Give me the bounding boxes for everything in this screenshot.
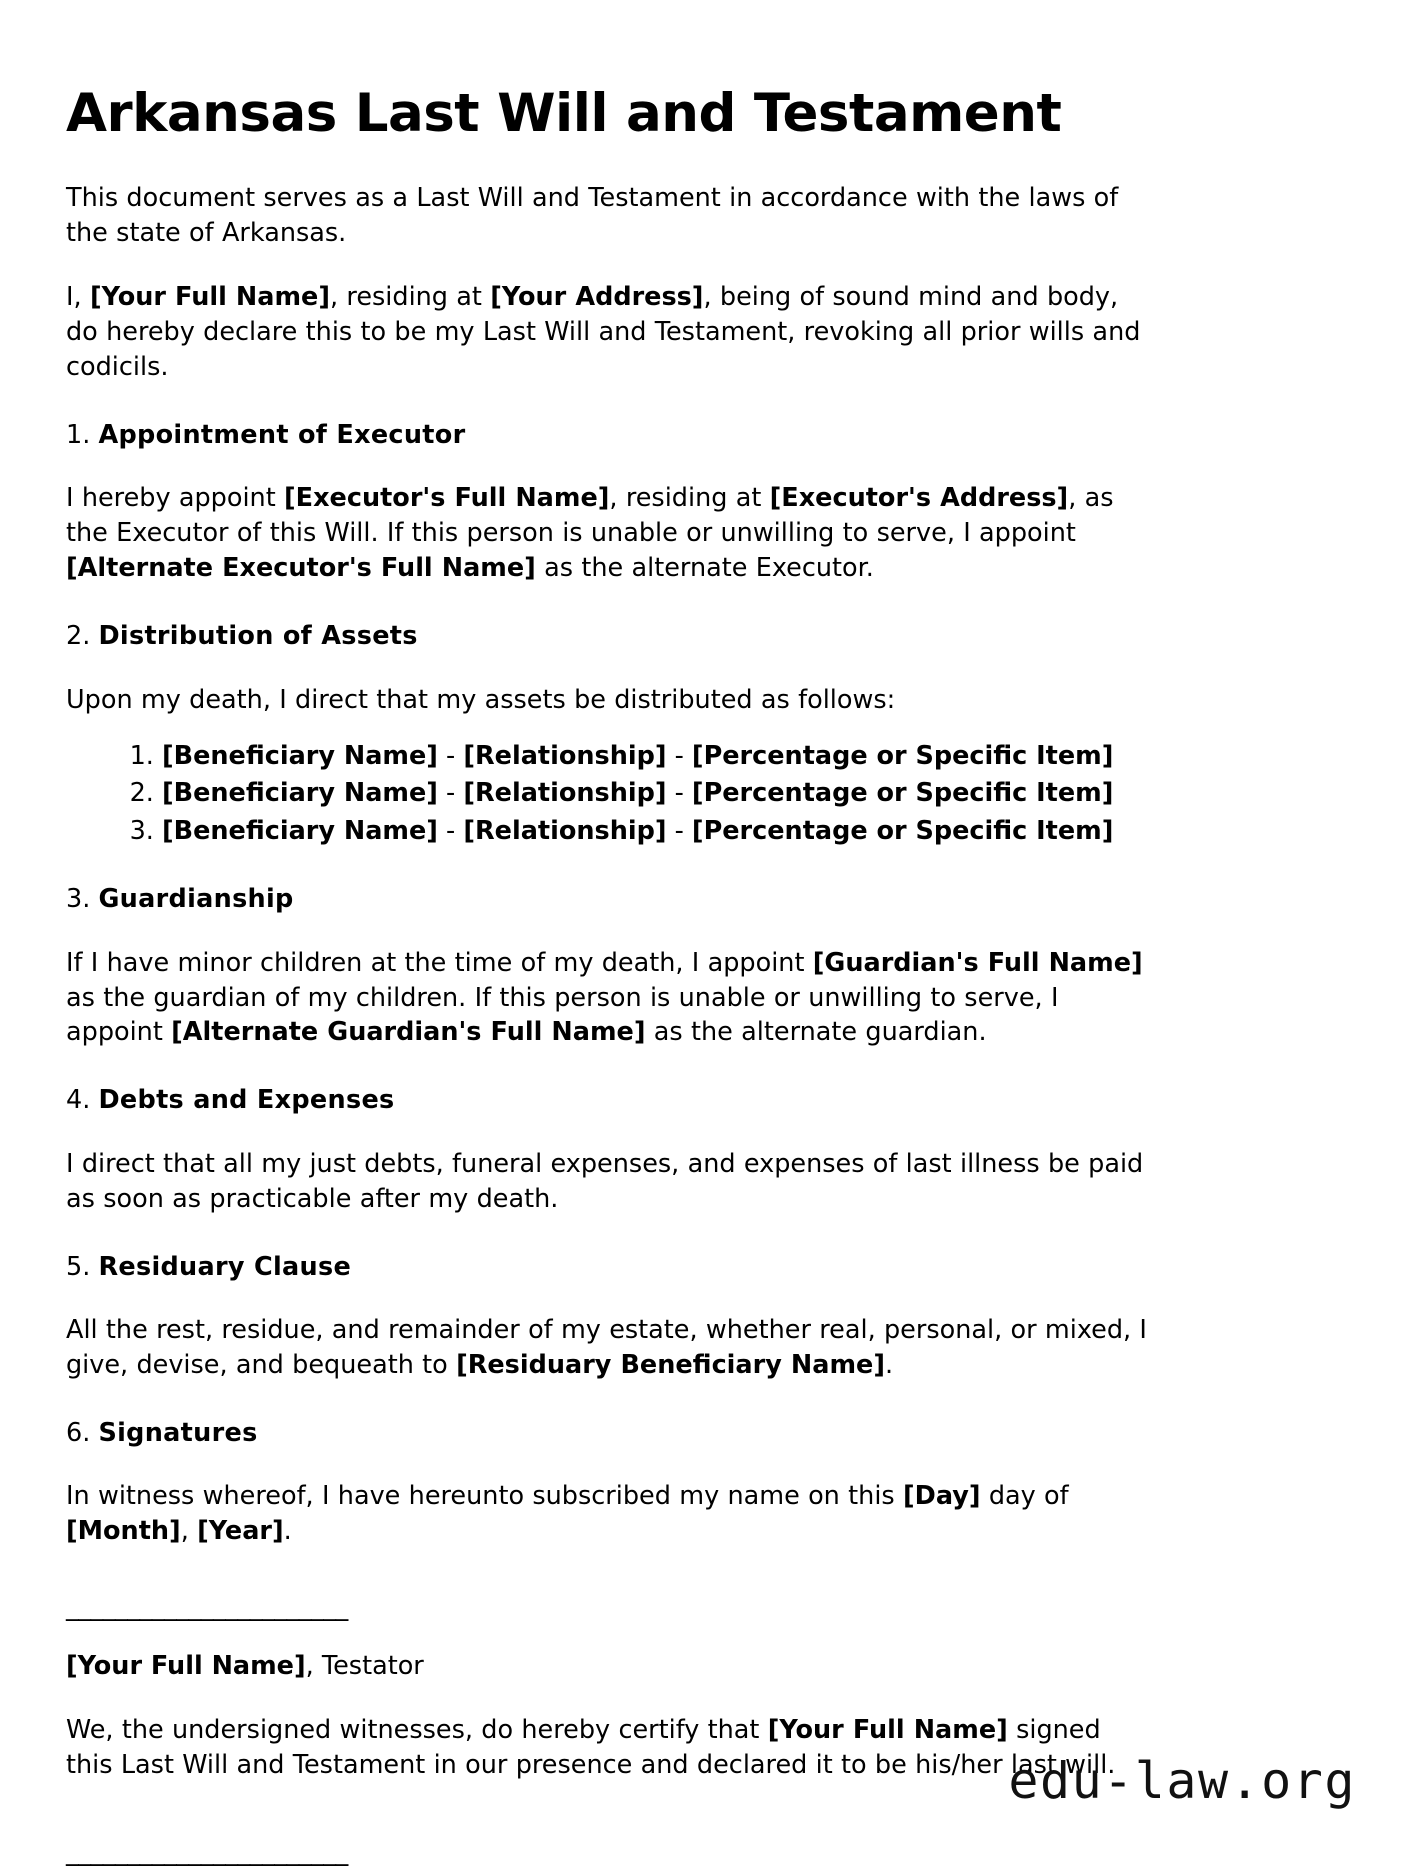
witness-paragraph [66,1713,1151,1783]
testator-line [66,1649,1350,1684]
year-placeholder: [Year] [197,1516,284,1547]
list-item [162,777,1350,811]
debts-text: I direct that all my just debts, funeral expenses, and expenses of last illness be paid as soon as practicable after my death. [66,1148,1144,1214]
list-separator: - [666,816,692,847]
section-title: Signatures [98,1417,258,1448]
signatures-lead: In witness whereof, I have hereunto subscribed my name on this [66,1481,903,1512]
month-placeholder: [Month] [66,1516,181,1547]
residuary-beneficiary-placeholder: [Residuary Beneficiary Name] [456,1350,885,1381]
share-placeholder: [Percentage or Specific Item] [691,740,1114,771]
witness-subject-name-placeholder: [Your Full Name] [767,1714,1008,1745]
residuary-tail: . [884,1350,894,1381]
page-title: Arkansas Last Will and Testament [66,83,1062,144]
section-heading-guardianship [66,882,1350,916]
declaration-paragraph [66,280,1151,385]
relationship-placeholder: [Relationship] [463,778,667,809]
debts-paragraph [66,1147,1151,1217]
share-placeholder: [Percentage or Specific Item] [691,778,1114,809]
beneficiary-name-placeholder: [Beneficiary Name] [162,740,438,771]
day-placeholder: [Day] [903,1481,981,1512]
your-full-name-placeholder: [Your Full Name] [89,282,330,313]
declaration-lead: I, [66,282,90,313]
relationship-placeholder: [Relationship] [463,816,667,847]
section-title: Residuary Clause [98,1251,352,1282]
section-heading-debts [66,1083,1350,1117]
section-title: Debts and Expenses [98,1085,395,1116]
section-heading-residuary [66,1250,1350,1284]
list-item [162,740,1350,774]
section-title: Appointment of Executor [98,419,466,450]
list-item [162,815,1350,849]
residuary-paragraph [66,1313,1151,1383]
executor-mid2: , as the Executor of this Will. If this person is unable or unwilling to serve, I appoint [66,483,1114,549]
witness-tail: signed this Last Will and Testament in our presence and declared it to be his/her last will. [66,1714,1116,1780]
distribution-lead-text: Upon my death, I direct that my assets be distributed as follows: [66,684,896,715]
share-placeholder: [Percentage or Specific Item] [691,816,1114,847]
relationship-placeholder: [Relationship] [463,740,667,771]
guardianship-paragraph [66,946,1151,1051]
intro-paragraph [66,181,1151,251]
witness-signature-line: _______________________ [66,1837,348,1867]
section-number: 4. [66,1085,91,1116]
guardianship-mid: as the guardian of my children. If this person is unable or unwilling to serve, I appoint [66,982,1059,1048]
list-separator: - [437,816,464,847]
testator-signature-line: _______________________ [66,1592,348,1623]
executor-tail: as the alternate Executor. [535,553,874,584]
residuary-lead: All the rest, residue, and remainder of my estate, whether real, personal, or mixed, I give, devise, and bequeath to [66,1315,1147,1381]
executor-lead: I hereby appoint [66,483,285,514]
signatures-mid: day of [980,1481,1069,1512]
section-number: 6. [66,1417,91,1448]
beneficiary-name-placeholder: [Beneficiary Name] [162,816,438,847]
section-heading-signatures [66,1416,1350,1450]
list-separator: - [666,740,692,771]
section-number: 3. [66,884,91,915]
testator-role-label: , Testator [305,1650,424,1681]
alternate-executor-placeholder: [Alternate Executor's Full Name] [66,553,536,584]
section-heading-executor [66,418,1350,452]
distribution-lead-in [66,683,1151,718]
executor-paragraph [66,481,1151,586]
intro-text: This document serves as a Last Will and Testament in accordance with the laws of the state of Arkansas. [66,183,1119,249]
guardian-name-placeholder: [Guardian's Full Name] [812,947,1143,978]
executor-address-placeholder: [Executor's Address] [769,483,1069,514]
section-heading-distribution [66,619,1350,653]
list-separator: - [437,740,464,771]
alternate-guardian-placeholder: [Alternate Guardian's Full Name] [171,1017,646,1048]
guardianship-lead: If I have minor children at the time of my death, I appoint [66,947,813,978]
section-number: 1. [66,419,91,450]
signatures-tail: . [283,1516,292,1547]
witness-lead: We, the undersigned witnesses, do hereby certify that [66,1714,768,1745]
beneficiary-list [66,740,1350,850]
site-brand-watermark: edu-law.org [1008,1752,1356,1810]
executor-mid: , residing at [609,483,770,514]
beneficiary-name-placeholder: [Beneficiary Name] [162,778,438,809]
section-number: 5. [66,1251,91,1282]
testator-name-placeholder: [Your Full Name] [66,1650,306,1681]
guardianship-tail: as the alternate guardian. [645,1017,987,1048]
section-title: Guardianship [98,884,294,915]
signatures-mid2: , [180,1516,198,1547]
your-address-placeholder: [Your Address] [490,282,704,313]
list-separator: - [666,778,692,809]
declaration-mid: , residing at [329,282,491,313]
list-separator: - [437,778,464,809]
signatures-paragraph [66,1479,1151,1549]
section-title: Distribution of Assets [98,621,418,652]
section-number: 2. [66,621,91,652]
declaration-tail: , being of sound mind and body, do hereby declare this to be my Last Will and Testament, revoking all prior wills and codicils. [66,282,1141,383]
executor-name-placeholder: [Executor's Full Name] [284,483,610,514]
